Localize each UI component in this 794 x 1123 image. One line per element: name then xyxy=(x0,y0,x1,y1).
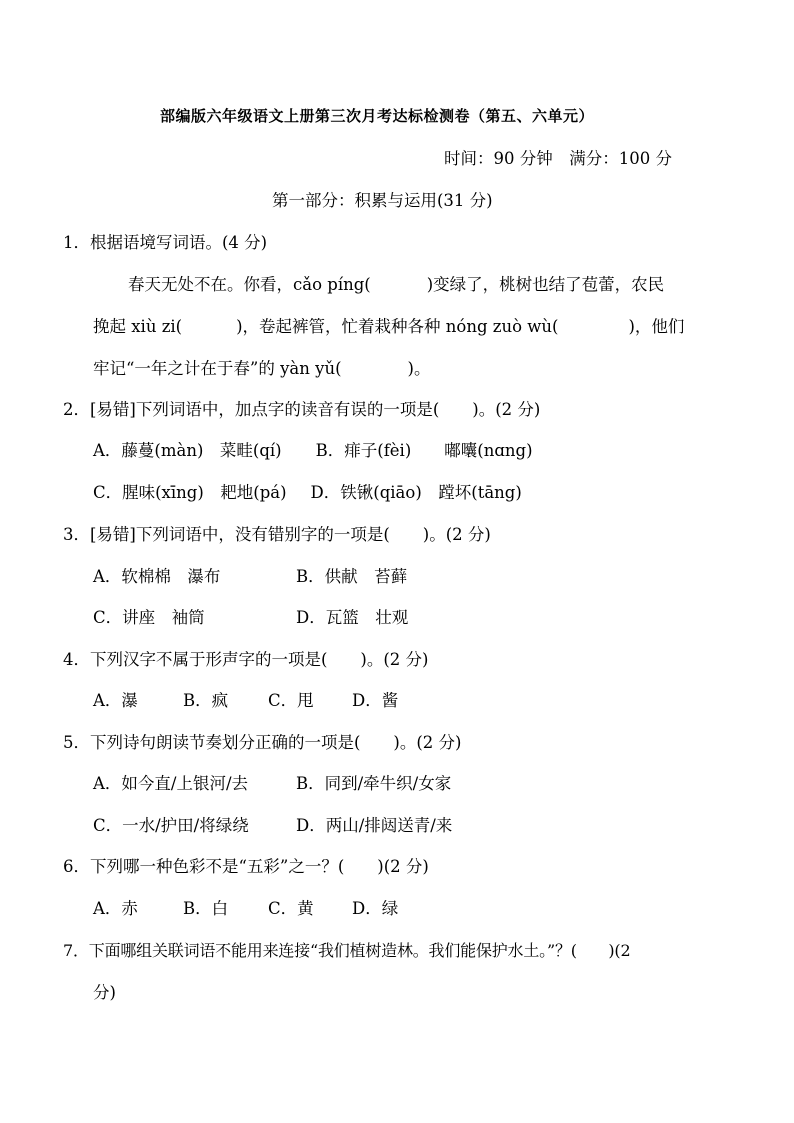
passage-text: )，卷起裤管，忙着栽种各种 nóng zuò wù( xyxy=(236,317,559,336)
question-3-option-a[interactable]: A．软棉棉 瀑布 xyxy=(93,567,221,586)
passage-text: 春天无处不在。你看，cǎo píng( xyxy=(128,275,371,294)
question-6-option-d[interactable]: D．绿 xyxy=(352,899,399,918)
passage-text: )，他们 xyxy=(628,317,685,336)
question-4-option-d[interactable]: D．酱 xyxy=(352,691,399,710)
question-4-option-b[interactable]: B．疯 xyxy=(183,691,229,710)
passage-text: )。 xyxy=(407,359,431,378)
question-4-option-c[interactable]: C．甩 xyxy=(268,691,314,710)
question-4-option-a[interactable]: A．瀑 xyxy=(93,691,138,710)
option-a[interactable]: A．藤蔓(màn) 菜畦(qí) xyxy=(93,441,282,460)
question-1-stem: 1．根据语境写词语。(4 分) xyxy=(63,233,268,252)
question-5-option-c[interactable]: C．一水/护田/将绿绕 xyxy=(93,816,249,835)
question-6-stem: 6．下列哪一种色彩不是“五彩”之一？( )(2 分) xyxy=(63,857,429,876)
question-3-stem: 3．[易错]下列词语中，没有错别字的一项是( )。(2 分) xyxy=(63,525,491,544)
question-1-passage-line-2 xyxy=(93,316,684,338)
exam-meta: 时间：90 分钟 满分：100 分 xyxy=(444,149,672,168)
option-d[interactable]: D．铁锹(qiāo) 蹚坏(tāng) xyxy=(310,483,522,502)
question-7-stem: 7．下面哪组关联词语不能用来连接“我们植树造林。我们能保护水土。”？( )(2 xyxy=(63,941,631,960)
option-b[interactable]: B．痱子(fèi) 嘟囔(nɑng) xyxy=(315,441,533,460)
question-1-passage-line-3 xyxy=(93,358,430,380)
exam-title: 部编版六年级语文上册第三次月考达标检测卷（第五、六单元） xyxy=(160,107,595,125)
question-5-option-b[interactable]: B．同到/牵牛织/女家 xyxy=(296,774,452,793)
question-5-stem: 5．下列诗句朗读节奏划分正确的一项是( )。(2 分) xyxy=(63,733,462,752)
question-6-option-b[interactable]: B．白 xyxy=(183,899,229,918)
passage-text: 牢记“一年之计在于春”的 yàn yǔ( xyxy=(93,359,342,378)
question-1-passage-line-1 xyxy=(128,274,664,296)
passage-text: 挽起 xiù zi( xyxy=(93,317,183,336)
question-3-option-b[interactable]: B．供献 苔藓 xyxy=(296,567,408,586)
question-5-option-a[interactable]: A．如今直/上银河/去 xyxy=(93,774,249,793)
question-3-option-d[interactable]: D．瓦篮 壮观 xyxy=(296,608,409,627)
question-7-stem-continued: 分) xyxy=(93,983,116,1002)
question-5-option-d[interactable]: D．两山/排闼送青/来 xyxy=(296,816,453,835)
question-2-stem: 2．[易错]下列词语中，加点字的读音有误的一项是( )。(2 分) xyxy=(63,400,541,419)
question-2-options-row-1 xyxy=(93,440,533,462)
part-heading: 第一部分：积累与运用(31 分) xyxy=(272,191,493,210)
option-c[interactable]: C．腥味(xīng) 耙地(pá) xyxy=(93,483,287,502)
question-3-option-c[interactable]: C．讲座 袖筒 xyxy=(93,608,205,627)
question-6-option-a[interactable]: A．赤 xyxy=(93,899,138,918)
question-2-options-row-2 xyxy=(93,482,522,504)
passage-text: )变绿了，桃树也结了苞蕾，农民 xyxy=(426,275,665,294)
question-6-option-c[interactable]: C．黄 xyxy=(268,899,314,918)
question-4-stem: 4．下列汉字不属于形声字的一项是( )。(2 分) xyxy=(63,650,429,669)
